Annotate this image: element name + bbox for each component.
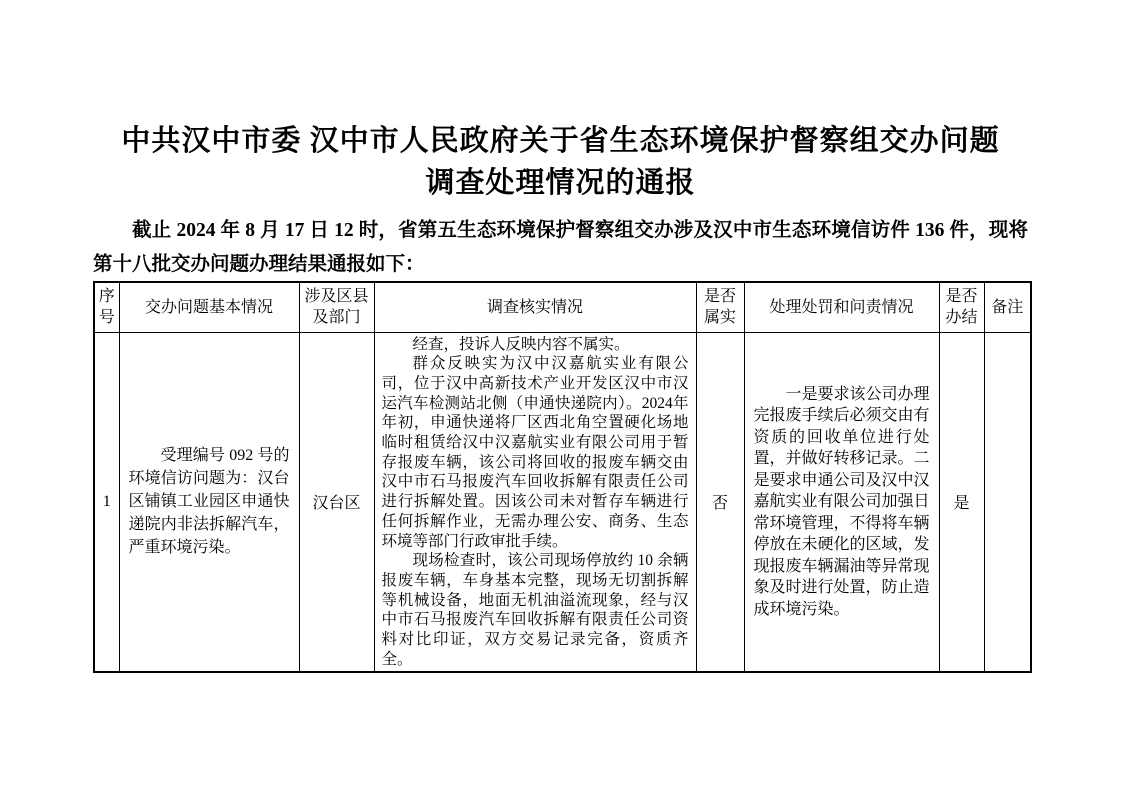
header-cell-verified: 是否属实 <box>696 282 744 332</box>
header-cell-investigation: 调查核实情况 <box>374 282 696 332</box>
resolved-cell: 是 <box>939 332 984 672</box>
problem-text: 受理编号 092 号的环境信访问题为：汉台区铺镇工业园区申通快递院内非法拆解汽车，严重环境污染。 <box>128 447 290 557</box>
investigation-cell <box>374 332 696 672</box>
header-cell-district: 涉及区县及部门 <box>299 282 374 332</box>
header-cell-resolved: 是否办结 <box>939 282 984 332</box>
report-table <box>93 281 1032 673</box>
remark-cell <box>984 332 1031 672</box>
handling-text: 一是要求该公司办理完报废手续后必须交由有资质的回收单位进行处置，并做好转移记录。二是要求申通公司及汉中汉嘉航实业有限公司加强日常环境管理，不得将车辆停放在未硬化的区域，发现报废车辆漏油等异常现象及时进行处置，防止造成环境污染。 <box>753 385 930 618</box>
header-cell-problem: 交办问题基本情况 <box>119 282 299 332</box>
investigation-paragraph-1: 经查，投诉人反映内容不属实。 <box>412 335 630 353</box>
seq-cell: 1 <box>94 332 119 672</box>
header-cell-seq: 序号 <box>94 282 119 332</box>
intro-paragraph: 截止 2024 年 8 月 17 日 12 时，省第五生态环境保护督察组交办涉及汉中市生态环境信访件 136 件，现将第十八批交办问题办理结果通报如下： <box>93 220 1028 275</box>
investigation-paragraph-2: 群众反映实为汉中汉嘉航实业有限公司，位于汉中高新技术产业开发区汉中市汉运汽车检测站北侧（申通快递院内）。2024年年初，申通快递将厂区西北角空置硬化场地临时租赁给汉中汉嘉航实业有限公司用于暂存报废车辆，该公司将回收的报废车辆交由汉中市石马报废汽车回收拆解有限责任公司进行拆解处置。因该公司未对暂存车辆进行任何拆解作业，无需办理公安、商务、生态环境等部门行政审批手续。 <box>381 355 689 550</box>
handling-cell <box>744 332 939 672</box>
document-title <box>93 120 1028 204</box>
document-title-line2: 调查处理情况的通报 <box>425 167 696 199</box>
investigation-paragraph-3: 现场检查时，该公司现场停放约 10 余辆报废车辆，车身基本完整，现场无切割拆解等机械设备，地面无机油溢流现象，经与汉中市石马报废汽车回收拆解有限责任公司资料对比印证，双方交易记录完备，资质齐全。 <box>381 552 689 668</box>
district-cell: 汉台区 <box>299 332 374 672</box>
table-header-row <box>94 282 1031 332</box>
header-cell-handling: 处理处罚和问责情况 <box>744 282 939 332</box>
table-row <box>94 332 1031 672</box>
verified-cell: 否 <box>696 332 744 672</box>
document-title-line1: 中共汉中市委 汉中市人民政府关于省生态环境保护督察组交办问题 <box>121 125 1000 157</box>
header-cell-remark: 备注 <box>984 282 1031 332</box>
problem-cell <box>119 332 299 672</box>
